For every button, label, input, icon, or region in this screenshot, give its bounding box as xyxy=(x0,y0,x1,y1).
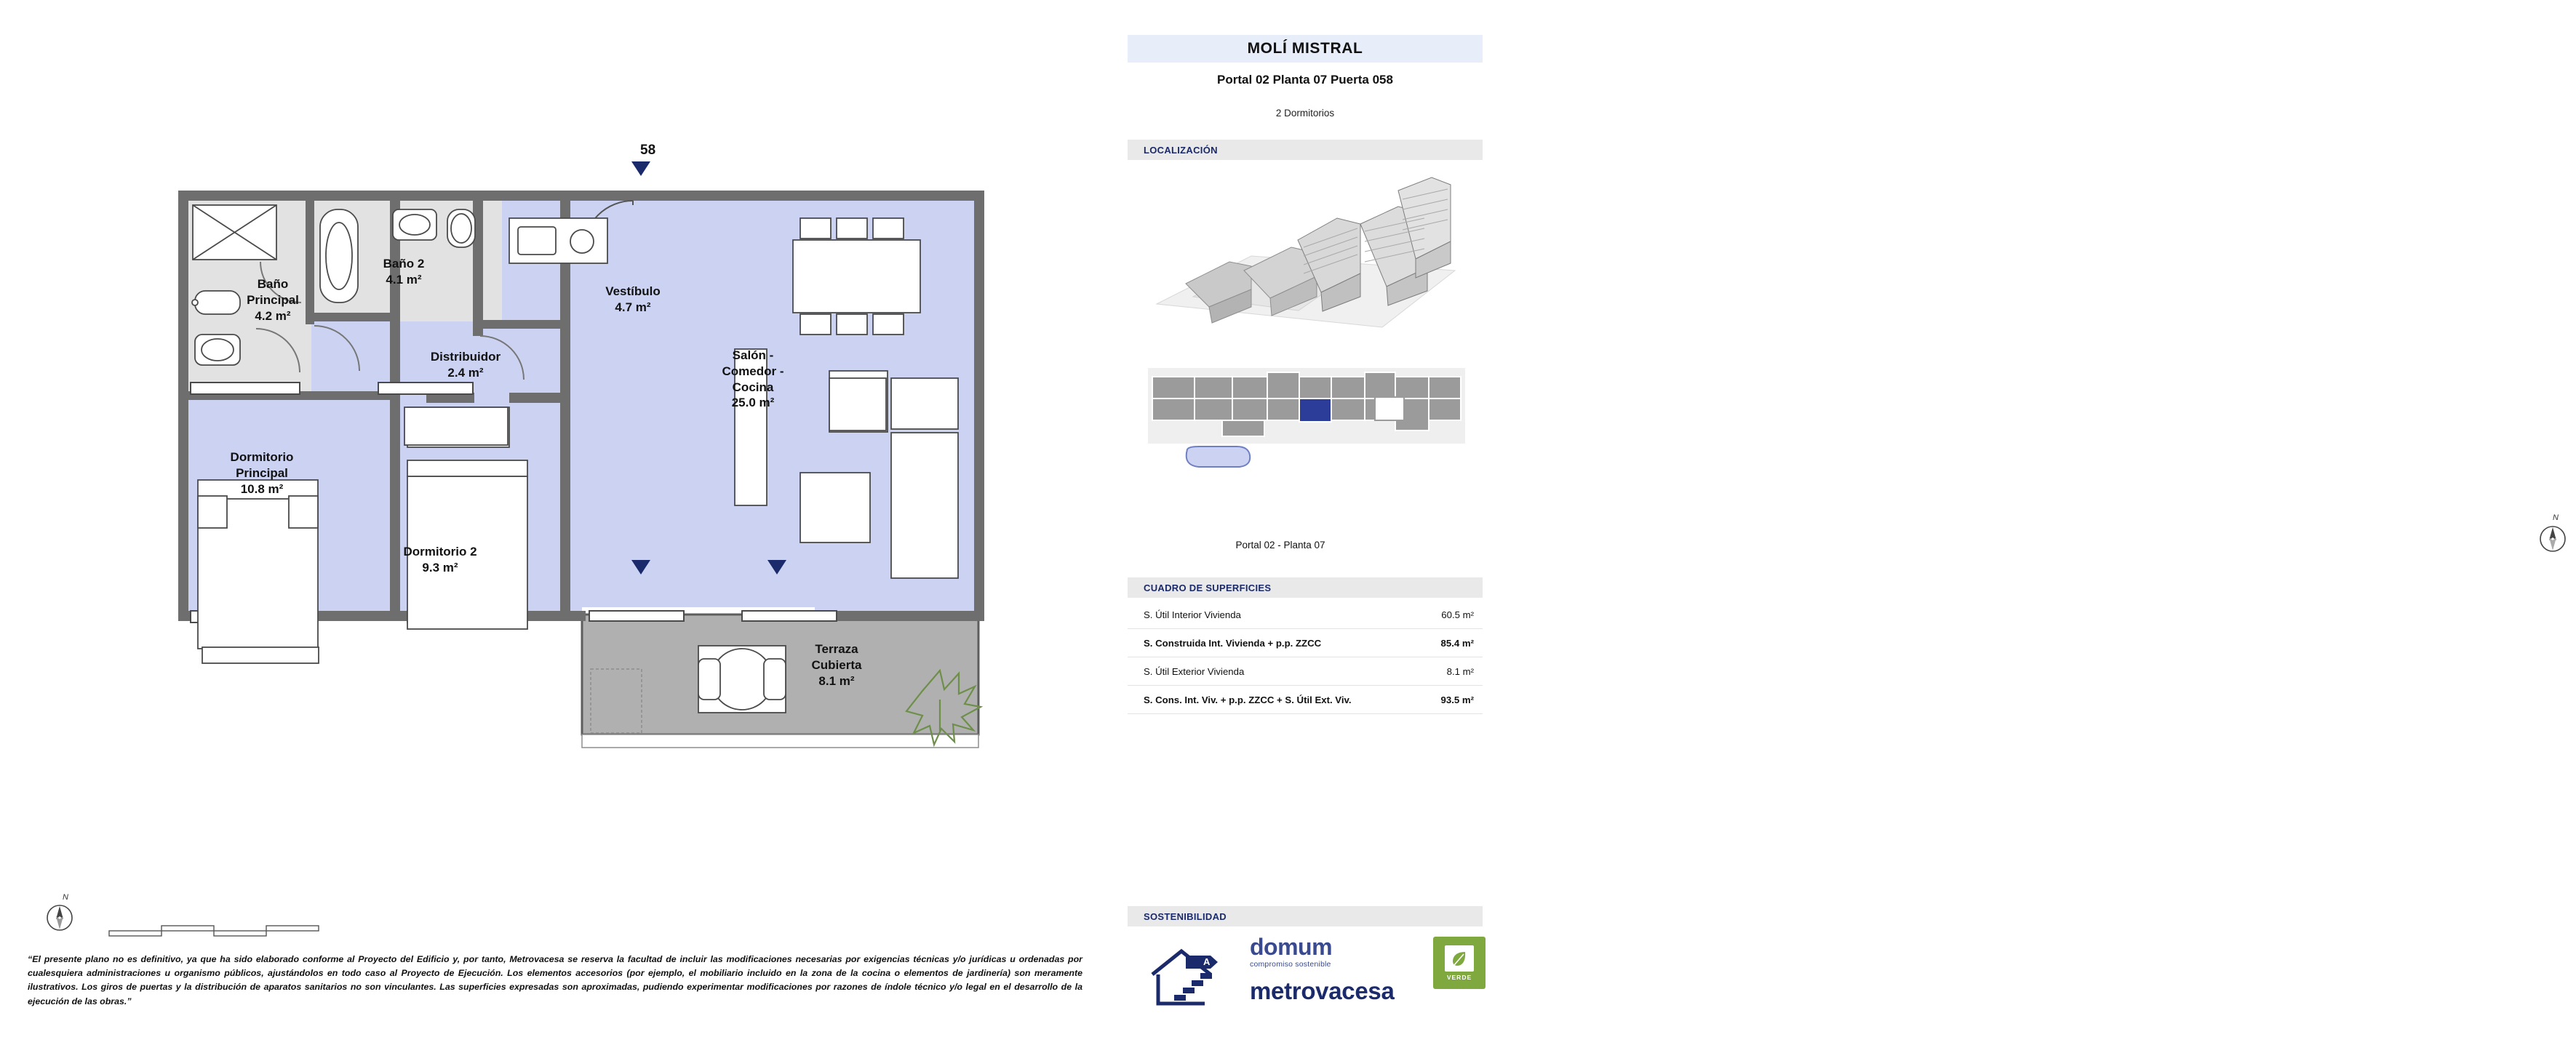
surface-label: S. Construida Int. Vivienda + p.p. ZZCC xyxy=(1144,637,1322,649)
floorplan-svg xyxy=(0,0,1120,1053)
room-label-terraza-cubierta: Terraza Cubierta 8.1 m² xyxy=(811,642,862,688)
sustainability-logos xyxy=(1128,932,1483,1027)
table-row xyxy=(1128,686,1483,714)
project-title: MOLÍ MISTRAL xyxy=(1247,40,1363,57)
compass-left xyxy=(45,893,86,938)
section-header-localizacion xyxy=(1128,140,1483,160)
room-label-dormitorio-2: Dormitorio 2 9.3 m² xyxy=(403,545,477,574)
legal-disclaimer: “El presente plano no es definitivo, ya que ha sido elaborado conforme al Proyecto del Edificio y, por tanto, Metrovacesa se reserva la facultad de incluir las modificaciones necesarias por exigencias técnicas y/o jurídicas u ordenadas por cualesquiera administraciones u organismo públicos, ajustándolos en todo caso al Proyecto de Ejecución. Los elementos accesorios (por ejemplo, el mobiliario incluido en la zona de la cocina o elementos de jardinería) son meramente ilustrativos. Los giros de puertas y la distribución de aparatos sanitarios no son vinculantes. Las superficies expresadas son aproximadas, pudiendo experimentar modificaciones por razones de índole técnico y/o legal en el desarrollo de la ejecución de las obras.” xyxy=(28,954,1082,1006)
compass-left-rose xyxy=(45,902,86,934)
room-label-dormitorio-principal: Dormitorio Principal 10.8 m² xyxy=(230,450,294,496)
table-row xyxy=(1128,657,1483,686)
room-label-distribuidor: Distribuidor 2.4 m² xyxy=(430,350,501,380)
svg-text:A: A xyxy=(1203,956,1211,967)
energy-certificate-icon xyxy=(1142,941,1229,1014)
info-panel xyxy=(1120,0,2559,1053)
compass-right xyxy=(2535,513,2576,557)
bedroom-count: 2 Dormitorios xyxy=(1275,108,1335,119)
room-label-vestibulo: Vestíbulo 4.7 m² xyxy=(605,284,661,314)
surface-label: S. Cons. Int. Viv. + p.p. ZZCC + S. Útil Ext. Viv. xyxy=(1144,694,1352,705)
surfaces-table xyxy=(1128,601,1483,714)
floorplan-drawing-area xyxy=(0,0,1120,1053)
section-header-sostenibilidad xyxy=(1128,906,1483,926)
table-row xyxy=(1128,629,1483,657)
project-title-bar xyxy=(1128,35,1483,63)
surface-label: S. Útil Interior Vivienda xyxy=(1144,609,1241,620)
section-title-localizacion: LOCALIZACIÓN xyxy=(1144,144,1218,156)
room-label-bano-principal: Baño Principal 4.2 m² xyxy=(247,277,299,323)
table-row xyxy=(1128,601,1483,629)
key-plan-svg xyxy=(1142,358,1470,481)
surface-value: 85.4 m² xyxy=(1440,637,1474,649)
section-title-sostenibilidad: SOSTENIBILIDAD xyxy=(1144,910,1227,922)
metrovacesa-logo: metrovacesa xyxy=(1250,977,1395,1004)
room-label-bano-2: Baño 2 4.1 m² xyxy=(383,257,425,287)
scale-bar xyxy=(109,924,320,940)
surface-value: 8.1 m² xyxy=(1446,665,1474,677)
unit-door-number: 58 xyxy=(640,143,656,158)
floor-key-plan xyxy=(1142,358,1470,481)
section-title-superficies: CUADRO DE SUPERFICIES xyxy=(1144,582,1272,593)
domum-logo xyxy=(1250,935,1332,969)
compass-left-north-label: N xyxy=(63,893,68,902)
surface-value: 93.5 m² xyxy=(1440,694,1474,705)
surface-label: S. Útil Exterior Vivienda xyxy=(1144,665,1245,677)
surface-value: 60.5 m² xyxy=(1441,609,1474,620)
domum-name: domum xyxy=(1250,934,1333,960)
building-3d-svg xyxy=(1142,161,1470,343)
domum-tagline: compromiso sostenible xyxy=(1250,960,1331,969)
key-plan-caption: Portal 02 - Planta 07 xyxy=(1235,540,1325,550)
leaf-glyph xyxy=(1450,949,1469,968)
domum-wordmark xyxy=(1250,935,1332,958)
leaf-icon xyxy=(1445,945,1474,972)
compass-right-north-label: N xyxy=(2553,513,2559,522)
verde-label: VERDE xyxy=(1446,973,1472,981)
section-header-superficies xyxy=(1128,577,1483,598)
building-3d-illustration xyxy=(1142,161,1470,343)
room-label-salon-comedor-cocina: Salón - Comedor - Cocina 25.0 m² xyxy=(722,348,784,410)
key-plan-highlighted-unit xyxy=(1299,399,1331,422)
compass-right-rose xyxy=(2535,522,2573,556)
unit-identifier: Portal 02 Planta 07 Puerta 058 xyxy=(1217,73,1393,87)
verde-certification-badge xyxy=(1433,937,1486,989)
